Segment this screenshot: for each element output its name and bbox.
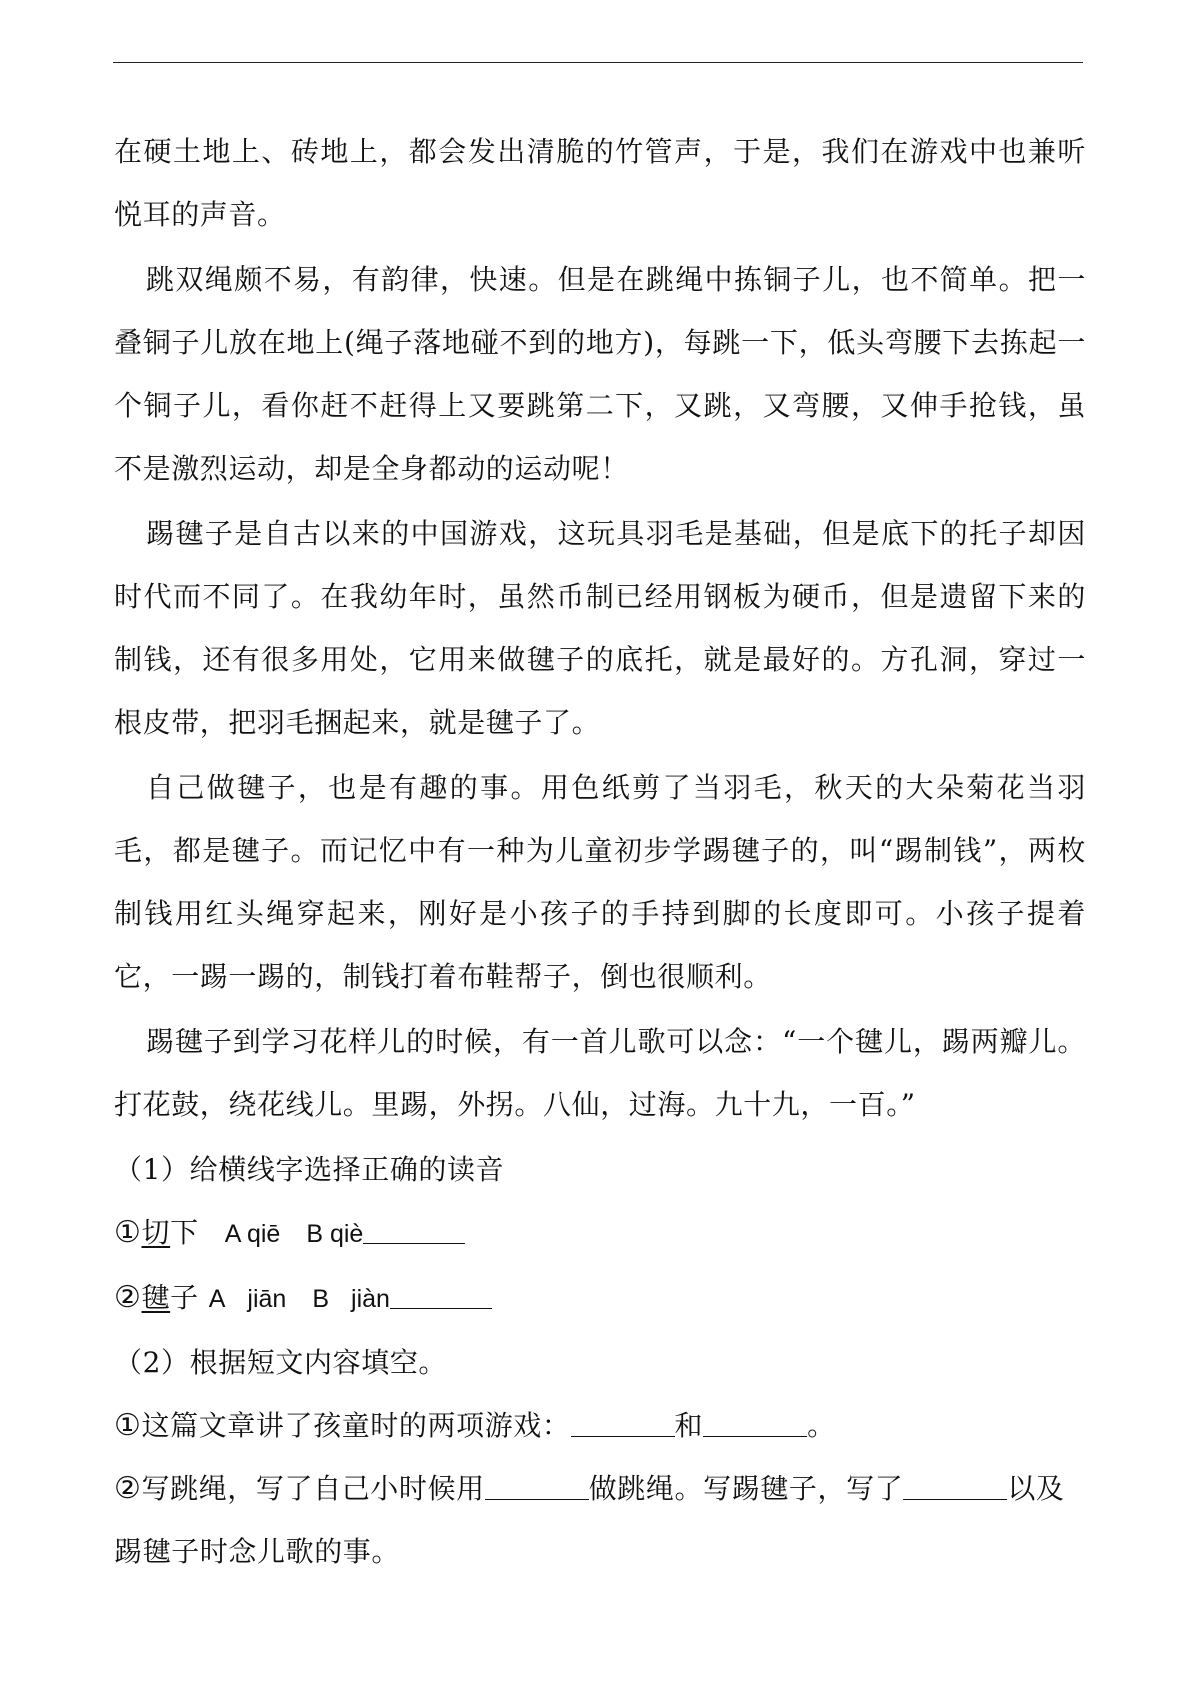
item-marker: ② <box>114 1280 142 1315</box>
passage-paragraph-2: 跳双绳颇不易，有韵律，快速。但是在跳绳中拣铜子儿，也不简单。把一叠铜子儿放在地上(绳子落地碰不到的地方)，每跳一下，低头弯腰下去拣起一个铜子儿，看你赶不赶得上又要跳第二下，又跳，又弯腰，又伸手抢钱，虽不是激烈运动，却是全身都动的运动呢！ <box>114 263 1086 485</box>
answer-blank-1[interactable] <box>571 1436 675 1437</box>
item-marker: ① <box>114 1408 142 1443</box>
item-marker: ① <box>114 1215 142 1250</box>
answer-blank-2[interactable] <box>903 1499 1007 1500</box>
passage-paragraph-1: 在硬土地上、砖地上，都会发出清脆的竹管声，于是，我们在游戏中也兼听悦耳的声音。 <box>114 135 1086 231</box>
option-b: B qiè <box>306 1220 364 1248</box>
item-text: 做跳绳。写踢毽子，写了 <box>588 1472 904 1505</box>
item-text: 写跳绳，写了自己小时候用 <box>141 1472 485 1505</box>
option-a: A qiē <box>224 1220 281 1248</box>
answer-blank-1[interactable] <box>485 1499 589 1500</box>
item-text: 以及踢毽子时念儿歌的事。 <box>114 1472 1065 1568</box>
question-2-item-2 <box>114 1457 1086 1583</box>
question-1-title: （1）给横线字选择正确的读音 <box>114 1153 505 1186</box>
item-text: 。 <box>807 1409 836 1442</box>
item-text: 这篇文章讲了孩童时的两项游戏： <box>141 1409 571 1442</box>
answer-blank[interactable] <box>363 1243 465 1244</box>
option-b: B <box>312 1285 330 1313</box>
underlined-char: 毽 <box>141 1281 171 1314</box>
question-2-item-1 <box>114 1394 1086 1457</box>
passage-paragraph-4: 自己做毽子，也是有趣的事。用色纸剪了当羽毛，秋天的大朵菊花当羽毛，都是毽子。而记忆中有一种为儿童初步学踢毽子的，叫“踢制钱”，两枚制钱用红头绳穿起来，刚好是小孩子的手持到脚的长度即可。小孩子提着它，一踢一踢的，制钱打着布鞋帮子，倒也很顺利。 <box>114 771 1086 993</box>
header-rule <box>113 62 1083 63</box>
document-body <box>114 120 1086 1583</box>
answer-blank[interactable] <box>390 1308 492 1309</box>
question-1-item-2 <box>114 1266 1086 1331</box>
option-a-pinyin: jiān <box>247 1285 287 1313</box>
item-text: 子 <box>170 1281 199 1314</box>
item-text: 和 <box>674 1409 704 1442</box>
item-marker: ② <box>114 1471 142 1506</box>
underlined-char: 切 <box>141 1216 171 1249</box>
option-a: A <box>208 1285 226 1313</box>
passage-paragraph-3: 踢毽子是自古以来的中国游戏，这玩具羽毛是基础，但是底下的托子却因时代而不同了。在我幼年时，虽然币制已经用钢板为硬币，但是遗留下来的制钱，还有很多用处，它用来做毽子的底托，就是最好的。方孔洞，穿过一根皮带，把羽毛捆起来，就是毽子了。 <box>114 517 1086 739</box>
option-b-pinyin: jiàn <box>351 1285 390 1313</box>
answer-blank-2[interactable] <box>703 1436 807 1437</box>
question-1-item-1 <box>114 1201 1086 1266</box>
passage-paragraph-5: 踢毽子到学习花样儿的时候，有一首儿歌可以念：“一个毽儿，踢两瓣儿。打花鼓，绕花线儿。里踢，外拐。八仙，过海。九十九，一百。” <box>114 1025 1086 1121</box>
item-text: 下 <box>170 1216 199 1249</box>
question-2-title: （2）根据短文内容填空。 <box>114 1346 448 1379</box>
